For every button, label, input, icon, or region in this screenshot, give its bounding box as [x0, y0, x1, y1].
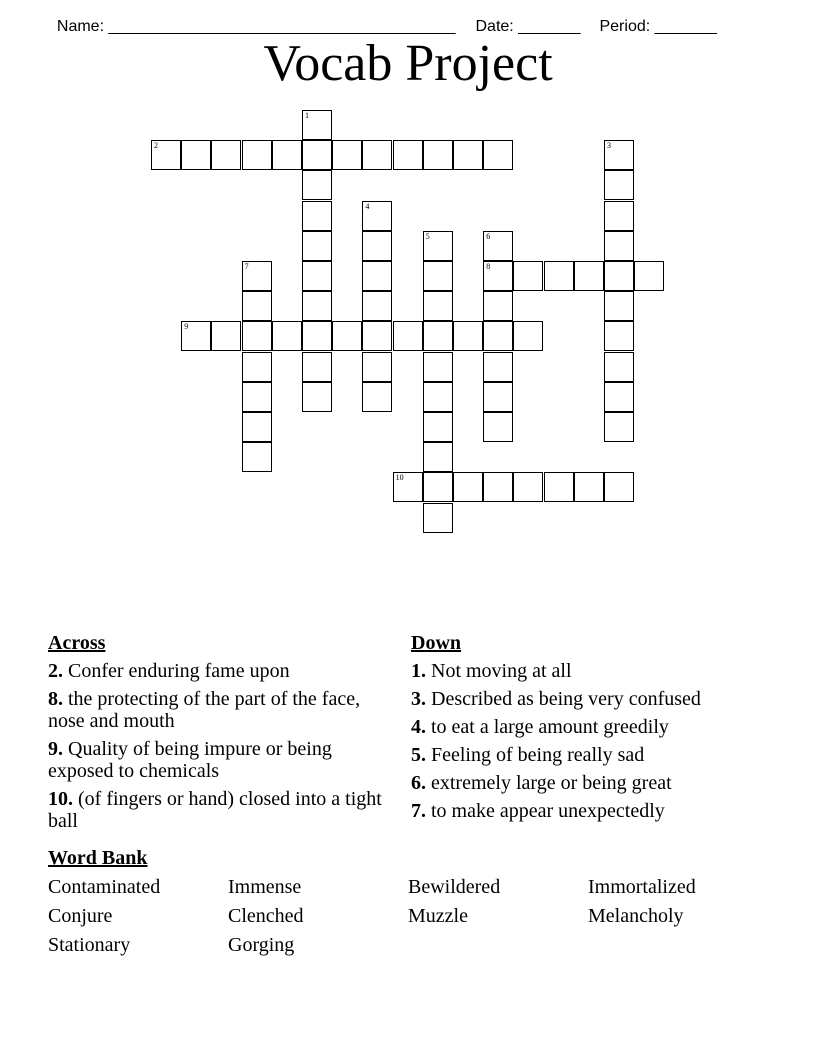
down-section [411, 632, 731, 828]
crossword-cell[interactable] [453, 472, 483, 502]
crossword-cell[interactable] [362, 321, 392, 351]
word-bank-item: Stationary [48, 934, 131, 956]
crossword-cell[interactable] [604, 412, 634, 442]
word-bank-item: Bewildered [408, 876, 501, 898]
crossword-cell[interactable] [211, 321, 241, 351]
clue-number: 5. [411, 744, 426, 766]
crossword-cell[interactable] [483, 412, 513, 442]
cell-number: 10 [395, 473, 404, 483]
crossword-cell[interactable] [544, 472, 574, 502]
crossword-cell[interactable] [302, 352, 332, 382]
crossword-cell[interactable] [423, 442, 453, 472]
crossword-cell[interactable] [181, 140, 211, 170]
cell-number: 9 [184, 322, 189, 332]
clue-text: Described as being very confused [431, 688, 701, 710]
crossword-cell[interactable] [604, 170, 634, 200]
crossword-cell[interactable] [302, 231, 332, 261]
crossword-cell[interactable] [362, 231, 392, 261]
crossword-cell[interactable] [362, 140, 392, 170]
crossword-cell[interactable] [544, 261, 574, 291]
crossword-cell[interactable] [302, 140, 332, 170]
crossword-cell[interactable] [483, 291, 513, 321]
crossword-cell[interactable] [604, 352, 634, 382]
period-field[interactable]: Period: _______ [599, 18, 717, 35]
crossword-cell[interactable] [604, 472, 634, 502]
clue-text: (of fingers or hand) closed into a tight ball [48, 788, 382, 832]
word-bank-item: Clenched [228, 905, 304, 927]
across-clue [48, 688, 388, 732]
crossword-cell[interactable] [362, 261, 392, 291]
crossword-cell[interactable] [242, 382, 272, 412]
crossword-cell[interactable] [242, 321, 272, 351]
crossword-cell[interactable] [574, 472, 604, 502]
clue-text: Quality of being impure or being exposed to chemicals [48, 738, 332, 782]
crossword-cell[interactable] [423, 140, 453, 170]
across-heading: Across [48, 632, 106, 654]
crossword-cell[interactable] [634, 261, 664, 291]
down-clue [411, 744, 731, 766]
cell-number: 7 [244, 262, 249, 271]
crossword-cell[interactable] [483, 352, 513, 382]
clue-number: 9. [48, 738, 63, 760]
cell-number: 8 [486, 262, 491, 271]
crossword-cell[interactable] [483, 321, 513, 351]
crossword-cell[interactable] [362, 352, 392, 382]
crossword-cell[interactable] [574, 261, 604, 291]
crossword-cell[interactable] [423, 261, 453, 291]
crossword-cell[interactable] [604, 321, 634, 351]
clue-text: the protecting of the part of the face, nose and mouth [48, 688, 361, 732]
crossword-cell[interactable] [242, 352, 272, 382]
crossword-cell[interactable] [483, 231, 513, 261]
clue-number: 1. [411, 660, 426, 682]
down-clue [411, 688, 731, 710]
word-bank [48, 876, 768, 956]
crossword-cell[interactable] [393, 140, 423, 170]
clue-number: 2. [48, 660, 63, 682]
down-clue [411, 660, 731, 682]
crossword-cell[interactable] [211, 140, 241, 170]
crossword-cell[interactable] [272, 140, 302, 170]
crossword-cell[interactable] [302, 291, 332, 321]
crossword-cell[interactable] [332, 321, 362, 351]
across-section [48, 632, 388, 838]
down-clue [411, 800, 731, 822]
cell-number: 4 [365, 201, 370, 211]
crossword-cell[interactable] [513, 261, 543, 291]
clue-number: 10. [48, 788, 73, 810]
word-bank-heading: Word Bank [48, 847, 148, 869]
crossword-cell[interactable] [423, 503, 453, 533]
crossword-cell[interactable] [242, 140, 272, 170]
crossword-cell[interactable] [151, 140, 181, 170]
clue-number: 8. [48, 688, 63, 710]
word-bank-item: Conjure [48, 905, 113, 927]
crossword-cell[interactable] [604, 201, 634, 231]
word-bank-item: Immense [228, 876, 302, 898]
clue-number: 4. [411, 716, 426, 738]
crossword-cell[interactable] [604, 382, 634, 412]
crossword-cell[interactable] [483, 382, 513, 412]
crossword-cell[interactable] [393, 321, 423, 351]
clue-text: to eat a large amount greedily [431, 716, 669, 738]
crossword-cell[interactable] [423, 352, 453, 382]
page-title: Vocab Project [263, 35, 553, 92]
clue-text: extremely large or being great [431, 772, 672, 794]
cell-number: 1 [305, 111, 309, 120]
cell-number: 5 [425, 231, 430, 241]
word-bank-item: Muzzle [408, 905, 468, 927]
clue-text: Confer enduring fame upon [68, 660, 290, 682]
crossword-cell[interactable] [362, 201, 392, 231]
down-clue [411, 716, 731, 738]
down-heading: Down [411, 632, 462, 654]
clue-text: Not moving at all [431, 660, 572, 682]
down-clue [411, 772, 731, 794]
crossword-cell[interactable] [604, 231, 634, 261]
crossword-cell[interactable] [423, 321, 453, 351]
crossword-cell[interactable] [423, 412, 453, 442]
crossword-cell[interactable] [302, 321, 332, 351]
clue-number: 6. [411, 772, 426, 794]
crossword-cell[interactable] [302, 261, 332, 291]
cell-number: 2 [154, 141, 158, 151]
crossword-cell[interactable] [362, 382, 392, 412]
crossword-cell[interactable] [423, 231, 453, 261]
crossword-cell[interactable] [604, 291, 634, 321]
clue-number: 7. [411, 800, 426, 822]
clue-number: 3. [411, 688, 426, 710]
word-bank-item: Immortalized [588, 876, 696, 898]
crossword-cell[interactable] [302, 110, 332, 140]
word-bank-item: Melancholy [588, 905, 684, 927]
crossword-cell[interactable] [513, 472, 543, 502]
crossword-cell[interactable] [242, 291, 272, 321]
crossword-cell[interactable] [604, 261, 634, 291]
word-bank-item: Contaminated [48, 876, 161, 898]
clue-text: Feeling of being really sad [431, 744, 645, 766]
crossword-cell[interactable] [332, 140, 362, 170]
crossword-cell[interactable] [453, 140, 483, 170]
crossword-cell[interactable] [302, 382, 332, 412]
crossword-cell[interactable] [393, 472, 423, 502]
date-field[interactable]: Date: _______ [475, 18, 581, 35]
cell-number: 6 [486, 231, 491, 241]
cell-number: 3 [607, 141, 611, 151]
crossword-cell[interactable] [302, 170, 332, 200]
crossword-cell[interactable] [272, 321, 302, 351]
crossword-cell[interactable] [513, 321, 543, 351]
crossword-cell[interactable] [302, 201, 332, 231]
crossword-cell[interactable] [453, 321, 483, 351]
crossword-cell[interactable] [423, 382, 453, 412]
clue-text: to make appear unexpectedly [431, 800, 665, 822]
crossword-cell[interactable] [181, 321, 211, 351]
crossword-cell[interactable] [483, 140, 513, 170]
crossword-cell[interactable] [242, 412, 272, 442]
crossword-cell[interactable] [423, 472, 453, 502]
across-clue [48, 660, 388, 682]
across-clue [48, 788, 388, 832]
name-field[interactable]: Name: _______________________________________ [56, 18, 456, 35]
across-clue [48, 738, 388, 782]
word-bank-item: Gorging [228, 934, 295, 956]
crossword-cell[interactable] [483, 261, 513, 291]
crossword-cell[interactable] [483, 472, 513, 502]
crossword-cell[interactable] [423, 291, 453, 321]
crossword-cell[interactable] [604, 140, 634, 170]
crossword-cell[interactable] [242, 261, 272, 291]
crossword-cell[interactable] [242, 442, 272, 472]
crossword-cell[interactable] [362, 291, 392, 321]
